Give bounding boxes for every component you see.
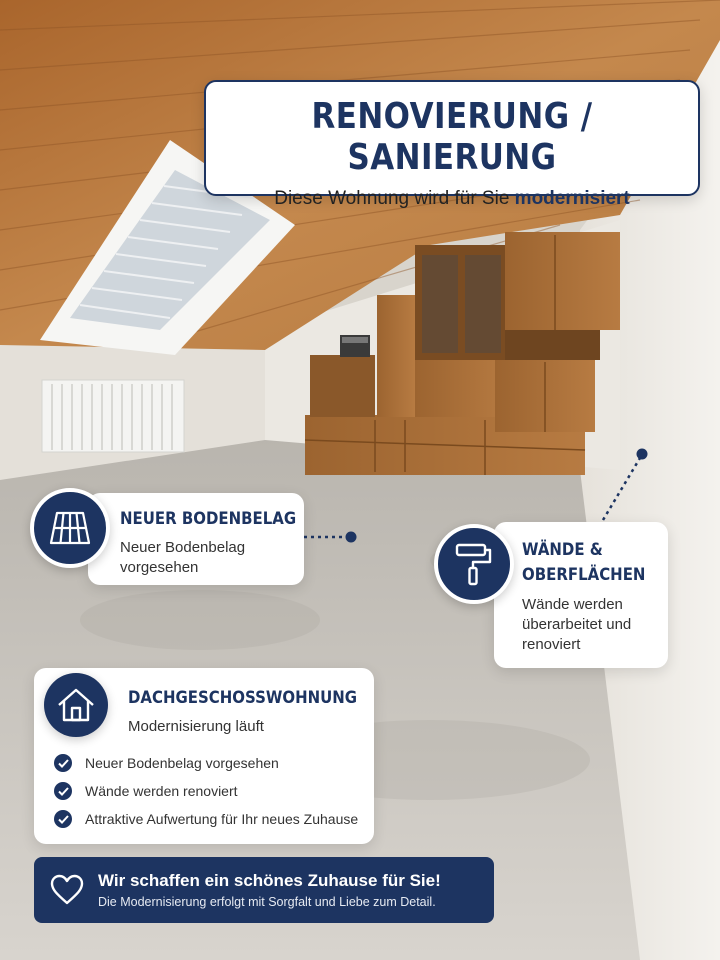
check-icon — [54, 782, 72, 800]
subtitle-prefix: Diese Wohnung wird für Sie — [274, 188, 515, 209]
walls-callout-title-1: WÄNDE & — [522, 540, 603, 560]
checklist-item-label: Wände werden renoviert — [85, 783, 238, 799]
info-card-title: DACHGESCHOSSWOHNUNG — [128, 688, 358, 708]
house-icon — [44, 673, 108, 737]
walls-callout-text-1: Wände werden — [522, 596, 623, 613]
checklist-item — [54, 782, 238, 800]
checklist-item-label: Attraktive Aufwertung für Ihr neues Zuhause — [85, 811, 359, 827]
floor-tiles-icon — [30, 488, 110, 568]
floor-callout-title: NEUER BODENBELAG — [120, 509, 297, 529]
info-card-subtitle: Modernisierung läuft — [128, 718, 264, 735]
banner-text: Die Modernisierung erfolgt mit Sorgfalt und Liebe zum Detail. — [98, 895, 436, 909]
floor-callout-text-1: Neuer Bodenbelag — [120, 539, 246, 556]
footer-banner — [34, 857, 494, 923]
checklist-item — [54, 754, 279, 772]
subtitle-emphasis: modernisiert — [514, 188, 630, 209]
banner-headline: Wir schaffen ein schönes Zuhause für Sie! — [98, 871, 441, 890]
walls-callout-title-2: OBERFLÄCHEN — [522, 565, 646, 585]
heart-icon — [50, 874, 84, 906]
checklist-item-label: Neuer Bodenbelag vorgesehen — [85, 755, 279, 771]
check-icon — [54, 754, 72, 772]
check-icon — [54, 810, 72, 828]
floor-callout-text-2: vorgesehen — [120, 559, 199, 576]
walls-callout-text-3: renoviert — [522, 636, 581, 653]
page-subtitle — [206, 188, 698, 210]
paint-roller-icon — [434, 524, 514, 604]
checklist-item — [54, 810, 358, 828]
page-title: RENOVIERUNG / SANIERUNG — [311, 96, 593, 178]
walls-callout-text-2: überarbeitet und — [522, 616, 632, 633]
header-card — [204, 80, 700, 209]
